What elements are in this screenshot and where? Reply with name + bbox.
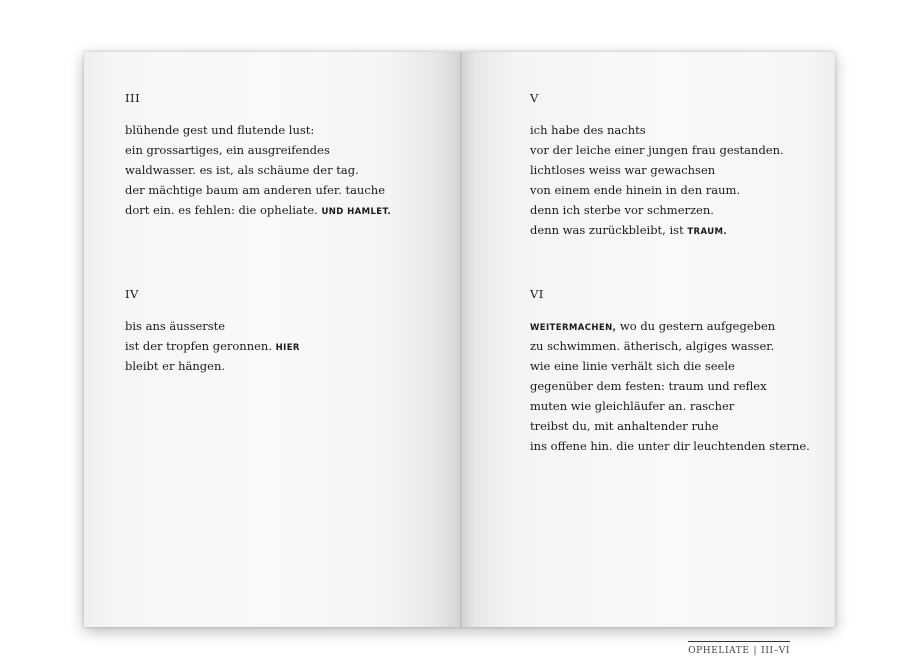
- small-caps-word: WEITERMACHEN,: [530, 323, 617, 333]
- poem-line: denn ich sterbe vor schmerzen.: [530, 203, 714, 217]
- small-caps-word: TRAUM.: [687, 227, 728, 237]
- poem-line: vor der leiche einer jungen frau gestanden.: [530, 143, 784, 157]
- poem-line: WEITERMACHEN, wo du gestern aufgegeben: [530, 319, 776, 333]
- poem-line: waldwasser. es ist, als schäume der tag.: [125, 163, 359, 177]
- poem-line: dort ein. es fehlen: die opheliate. UND HAMLET.: [125, 203, 392, 217]
- poem-line: muten wie gleichläufer an. rascher: [530, 399, 735, 413]
- poem-line: blühende gest und flutende lust:: [125, 123, 315, 137]
- poem-line: lichtloses weiss war gewachsen: [530, 163, 716, 177]
- poem-numeral: III: [125, 91, 141, 105]
- right-page: [461, 52, 835, 656]
- left-page: [84, 52, 461, 627]
- poem-line: ein grossartiges, ein ausgreifendes: [125, 143, 330, 157]
- poem-numeral: V: [530, 91, 539, 105]
- small-caps-word: UND HAMLET.: [321, 207, 392, 217]
- poem-line: wie eine linie verhält sich die seele: [530, 359, 735, 373]
- poem-vi: [530, 285, 810, 457]
- book-gutter: [460, 52, 462, 627]
- footer-range: III–VI: [761, 646, 790, 656]
- poem-numeral: IV: [125, 287, 139, 301]
- poem-line: bleibt er hängen.: [125, 359, 226, 373]
- poem-line: von einem ende hinein in den raum.: [530, 183, 741, 197]
- running-footer: [688, 646, 790, 656]
- footer-separator: |: [753, 646, 758, 656]
- poem-line: zu schwimmen. ätherisch, algiges wasser.: [530, 339, 775, 353]
- small-caps-word: HIER: [275, 343, 300, 353]
- footer-rule: [688, 641, 790, 642]
- poem-numeral: VI: [530, 287, 544, 301]
- poem-v: [530, 89, 784, 241]
- poem-line: ich habe des nachts: [530, 123, 646, 137]
- poem-line: denn was zurückbleibt, ist TRAUM.: [530, 223, 728, 237]
- poem-line: der mächtige baum am anderen ufer. tauche: [125, 183, 385, 197]
- poem-line: ist der tropfen geronnen. HIER: [125, 339, 300, 353]
- footer-title: OPHELIATE: [688, 646, 750, 656]
- poem-line: gegenüber dem festen: traum und reflex: [530, 379, 767, 393]
- poem-line: ins offene hin. die unter dir leuchtenden sterne.: [530, 439, 810, 453]
- poem-line: treibst du, mit anhaltender ruhe: [530, 419, 719, 433]
- poem-line: bis ans äusserste: [125, 319, 226, 333]
- poem-iv: [125, 285, 300, 377]
- poem-iii: [125, 89, 391, 221]
